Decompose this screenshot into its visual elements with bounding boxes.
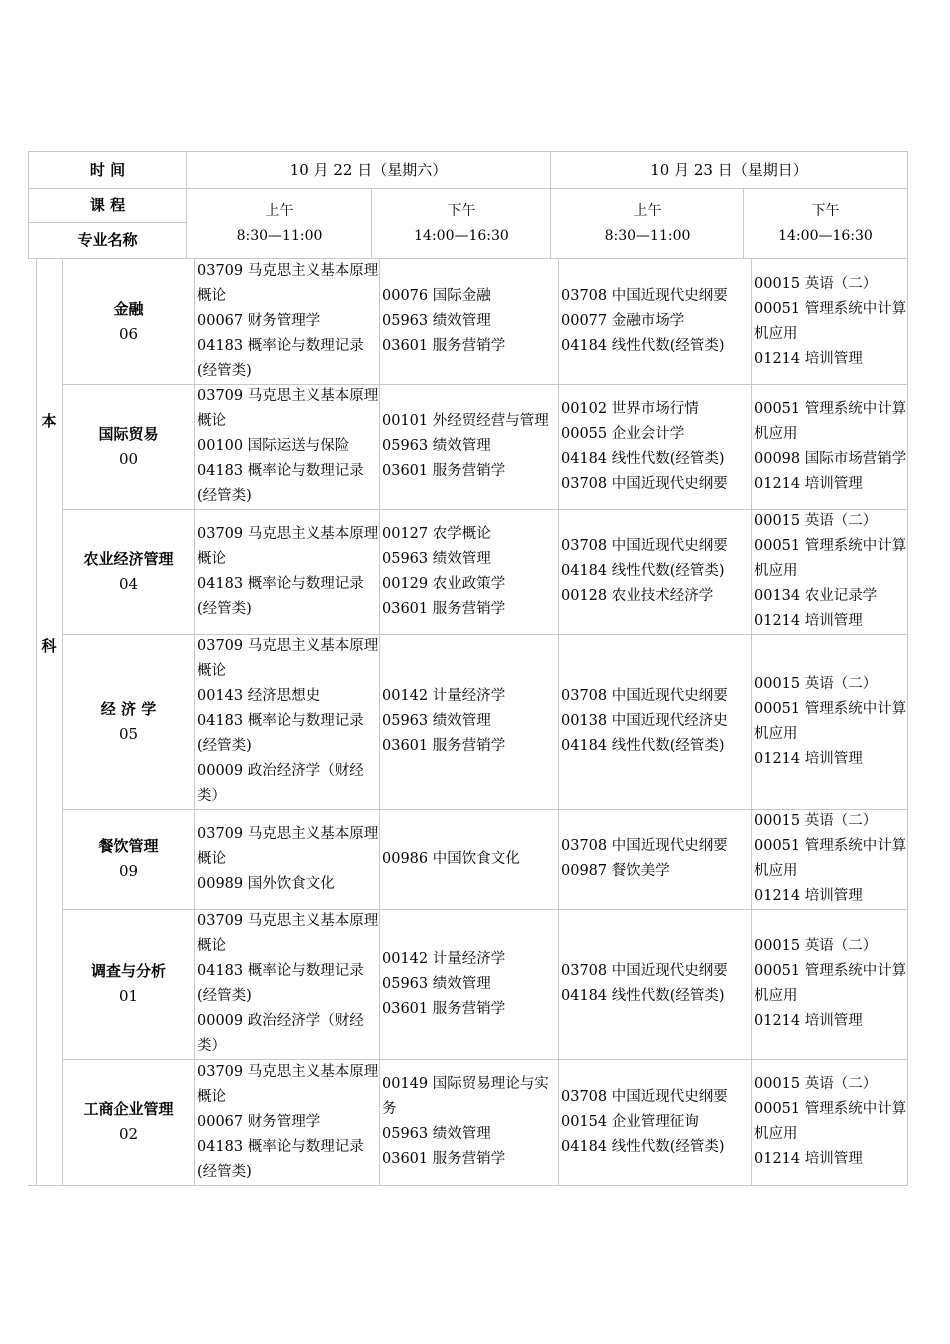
course-cell	[559, 384, 752, 509]
course-cell	[195, 384, 380, 509]
table-rule	[751, 258, 752, 1185]
course-item: 03709 马克思主义基本原理概论	[197, 388, 379, 429]
course-item: 03601 服务营销学	[382, 338, 506, 354]
course-item: 00051 管理系统中计算机应用	[754, 400, 907, 442]
major-code: 06	[118, 324, 139, 343]
course-list	[197, 822, 380, 897]
course-item: 01214 培训管理	[754, 750, 863, 767]
course-list	[197, 909, 380, 1059]
course-item: 00077 金融市场学	[561, 313, 685, 329]
course-item: 03708 中国近现代史纲要	[561, 288, 728, 304]
course-list	[382, 284, 505, 359]
table-rule	[28, 258, 908, 259]
major-cell	[63, 259, 194, 384]
course-item: 00101 外经贸经营与管理	[382, 413, 549, 429]
course-item: 03601 服务营销学	[382, 738, 506, 754]
course-item: 01214 培训管理	[754, 888, 863, 904]
session-header-day2-am	[551, 199, 744, 251]
table-rule	[186, 151, 187, 258]
major-cell	[63, 384, 194, 509]
course-cell	[559, 509, 752, 634]
course-item: 00009 政治经济学（财经类）	[197, 763, 364, 804]
course-list	[197, 259, 380, 384]
major-code: 02	[118, 1125, 139, 1143]
course-cell	[195, 634, 380, 809]
course-list	[197, 634, 380, 809]
course-item: 04183 概率论与数理记录(经管类)	[197, 963, 364, 1004]
course-item: 00149 国际贸易理论与实务	[382, 1076, 549, 1117]
table-rule	[907, 151, 908, 258]
course-item: 04183 概率论与数理记录(经管类)	[197, 713, 364, 754]
course-item: 03601 服务营销学	[382, 600, 506, 617]
course-item: 00067 财务管理学	[197, 1113, 321, 1130]
course-item: 00051 管理系统中计算机应用	[754, 838, 907, 879]
session-time: 8:30—11:00	[604, 228, 691, 244]
table-rule	[63, 909, 908, 910]
course-item: 05963 绩效管理	[382, 1126, 491, 1142]
course-cell	[380, 259, 559, 384]
major-name: 农业经济管理	[83, 549, 174, 568]
course-item: 00051 管理系统中计算机应用	[754, 300, 907, 342]
course-item: 00100 国际运送与保险	[197, 438, 350, 454]
table-rule	[63, 634, 908, 635]
course-cell	[752, 909, 907, 1059]
course-item: 03709 马克思主义基本原理概论	[197, 913, 379, 954]
table-rule	[194, 258, 195, 1185]
course-cell	[752, 1059, 907, 1185]
course-item: 00986 中国饮食文化	[382, 850, 520, 867]
course-list	[197, 384, 380, 509]
course-item: 03709 马克思主义基本原理概论	[197, 263, 379, 304]
course-item: 00015 英语（二）	[754, 938, 878, 954]
course-item: 00142 计量经济学	[382, 688, 506, 704]
course-item: 00987 餐饮美学	[561, 863, 670, 879]
course-item: 00102 世界市场行情	[561, 400, 699, 417]
table-rule	[62, 258, 63, 1185]
course-list	[382, 1072, 559, 1172]
table-rule	[36, 258, 37, 1185]
course-item: 04183 概率论与数理记录(经管类)	[197, 575, 364, 617]
course-cell	[752, 384, 907, 509]
course-item: 00989 国外饮食文化	[197, 875, 335, 892]
day1-header: 10 月 22 日（星期六）	[289, 160, 448, 179]
table-rule	[28, 151, 908, 152]
course-list	[197, 522, 380, 622]
major-code: 09	[118, 862, 139, 880]
table-rule	[28, 188, 908, 189]
course-item: 04184 线性代数(经管类)	[561, 563, 725, 579]
course-cell	[380, 809, 559, 909]
course-item: 04184 线性代数(经管类)	[561, 338, 725, 354]
level-label-char2: 科	[41, 637, 57, 655]
course-item: 03708 中国近现代史纲要	[561, 688, 728, 704]
table-rule	[28, 222, 186, 223]
course-item: 04183 概率论与数理记录(经管类)	[197, 463, 364, 504]
course-item: 03709 马克思主义基本原理概论	[197, 638, 379, 679]
course-cell	[380, 909, 559, 1059]
course-item: 03709 马克思主义基本原理概论	[197, 825, 379, 867]
course-item: 00138 中国近现代经济史	[561, 713, 728, 729]
course-item: 04183 概率论与数理记录(经管类)	[197, 338, 364, 379]
course-item: 03708 中国近现代史纲要	[561, 838, 728, 854]
major-code: 04	[118, 574, 139, 593]
course-list	[382, 947, 505, 1022]
course-cell	[752, 509, 907, 634]
course-cell	[380, 384, 559, 509]
course-item: 04184 线性代数(经管类)	[561, 450, 725, 467]
time-header: 时 间	[89, 160, 126, 179]
course-item: 05963 绩效管理	[382, 975, 491, 992]
table-rule	[371, 188, 372, 258]
course-item: 03708 中国近现代史纲要	[561, 963, 728, 979]
table-rule	[379, 258, 380, 1185]
course-item: 00142 计量经济学	[382, 950, 506, 967]
course-list	[561, 1085, 728, 1160]
table-rule	[63, 1059, 908, 1060]
session-label: 上午	[265, 203, 294, 219]
course-item: 01214 培训管理	[754, 475, 863, 492]
major-name: 国际贸易	[98, 424, 159, 443]
course-item: 00127 农学概论	[382, 525, 491, 542]
session-header-day1-am	[187, 199, 372, 251]
course-list	[561, 284, 728, 359]
course-header: 课 程	[89, 196, 126, 214]
course-item: 01214 培训管理	[754, 613, 863, 629]
course-list	[561, 834, 728, 884]
course-item: 03708 中国近现代史纲要	[561, 475, 728, 492]
course-cell	[195, 1059, 380, 1185]
course-item: 00015 英语（二）	[754, 275, 878, 292]
course-item: 03709 马克思主义基本原理概论	[197, 525, 379, 567]
course-cell	[559, 259, 752, 384]
course-item: 00051 管理系统中计算机应用	[754, 700, 907, 742]
major-name: 经 济 学	[100, 699, 157, 718]
major-cell	[63, 909, 194, 1059]
major-cell	[63, 509, 194, 634]
major-cell	[63, 634, 194, 809]
level-label-char1: 本	[41, 412, 57, 430]
session-time: 8:30—11:00	[236, 228, 323, 244]
major-name: 调查与分析	[90, 962, 166, 980]
session-label: 上午	[633, 203, 662, 219]
course-list	[561, 684, 728, 759]
major-code: 05	[118, 724, 139, 743]
table-rule	[63, 809, 908, 810]
table-rule	[743, 188, 744, 258]
course-item: 00015 英语（二）	[754, 1076, 878, 1092]
session-label: 下午	[447, 203, 476, 219]
course-item: 00098 国际市场营销学	[754, 450, 907, 467]
course-cell	[195, 509, 380, 634]
day2-header: 10 月 23 日（星期日）	[650, 160, 808, 179]
course-item: 00051 管理系统中计算机应用	[754, 1101, 907, 1142]
course-cell	[195, 259, 380, 384]
course-list	[382, 409, 549, 484]
course-item: 00055 企业会计学	[561, 425, 685, 442]
course-item: 01214 培训管理	[754, 1013, 863, 1029]
course-list	[754, 509, 907, 634]
major-cell	[63, 1059, 194, 1185]
course-cell	[559, 634, 752, 809]
session-time: 14:00—16:30	[414, 228, 509, 244]
course-item: 04184 线性代数(经管类)	[561, 1138, 725, 1155]
table-rule	[550, 151, 551, 258]
major-cell	[63, 809, 194, 909]
course-item: 03709 马克思主义基本原理概论	[197, 1063, 379, 1105]
course-item: 00051 管理系统中计算机应用	[754, 538, 907, 579]
major-name: 金融	[113, 299, 144, 318]
course-item: 03708 中国近现代史纲要	[561, 538, 728, 554]
course-item: 00051 管理系统中计算机应用	[754, 963, 907, 1004]
major-code: 01	[118, 987, 139, 1005]
course-list	[382, 522, 505, 622]
major-name: 餐饮管理	[98, 837, 159, 855]
table-rule	[907, 258, 908, 1185]
course-item: 00009 政治经济学（财经类）	[197, 1013, 364, 1054]
course-list	[754, 809, 907, 909]
course-item: 03601 服务营销学	[382, 1000, 506, 1017]
course-item: 00015 英语（二）	[754, 513, 878, 529]
course-list	[382, 684, 505, 759]
course-list	[754, 672, 907, 772]
course-cell	[752, 634, 907, 809]
course-cell	[559, 1059, 752, 1185]
course-list	[754, 1072, 907, 1172]
course-item: 00154 企业管理征询	[561, 1113, 699, 1130]
course-list	[561, 534, 728, 609]
table-rule	[28, 151, 29, 258]
course-cell	[380, 509, 559, 634]
table-rule	[63, 509, 908, 510]
session-header-day2-pm	[744, 199, 907, 251]
course-list	[197, 1060, 380, 1185]
course-cell	[380, 1059, 559, 1185]
course-list	[561, 959, 728, 1009]
course-item: 00129 农业政策学	[382, 575, 506, 592]
course-cell	[380, 634, 559, 809]
course-item: 01214 培训管理	[754, 350, 863, 367]
course-list	[754, 397, 907, 497]
course-item: 00143 经济思想史	[197, 688, 321, 704]
course-item: 01214 培训管理	[754, 1151, 863, 1167]
course-item: 03601 服务营销学	[382, 1151, 506, 1167]
course-item: 00015 英语（二）	[754, 675, 878, 692]
major-code: 00	[118, 449, 139, 468]
course-item: 00134 农业记录学	[754, 588, 878, 604]
course-item: 03708 中国近现代史纲要	[561, 1088, 728, 1105]
course-item: 00067 财务管理学	[197, 313, 321, 329]
session-label: 下午	[811, 203, 840, 219]
course-item: 00128 农业技术经济学	[561, 588, 714, 604]
course-cell	[752, 809, 907, 909]
course-item: 05963 绩效管理	[382, 438, 491, 454]
course-item: 05963 绩效管理	[382, 713, 491, 729]
session-time: 14:00—16:30	[778, 228, 873, 244]
course-item: 00015 英语（二）	[754, 813, 878, 829]
course-cell	[195, 909, 380, 1059]
course-item: 05963 绩效管理	[382, 313, 491, 329]
table-rule	[63, 384, 908, 385]
course-item: 05963 绩效管理	[382, 550, 491, 567]
course-item: 00076 国际金融	[382, 288, 491, 304]
course-item: 03601 服务营销学	[382, 463, 506, 479]
course-cell	[559, 909, 752, 1059]
course-list	[561, 397, 728, 497]
course-cell	[559, 809, 752, 909]
session-header-day1-pm	[372, 199, 551, 251]
course-list	[754, 272, 907, 372]
table-rule	[558, 258, 559, 1185]
course-item: 04183 概率论与数理记录(经管类)	[197, 1138, 364, 1180]
major-header: 专业名称	[77, 231, 138, 249]
course-item: 04184 线性代数(经管类)	[561, 988, 725, 1004]
course-list	[754, 934, 907, 1034]
major-name: 工商企业管理	[83, 1100, 174, 1118]
course-item: 04184 线性代数(经管类)	[561, 738, 725, 754]
course-cell	[752, 259, 907, 384]
course-cell	[195, 809, 380, 909]
table-rule	[28, 1185, 908, 1186]
course-list	[382, 847, 520, 872]
